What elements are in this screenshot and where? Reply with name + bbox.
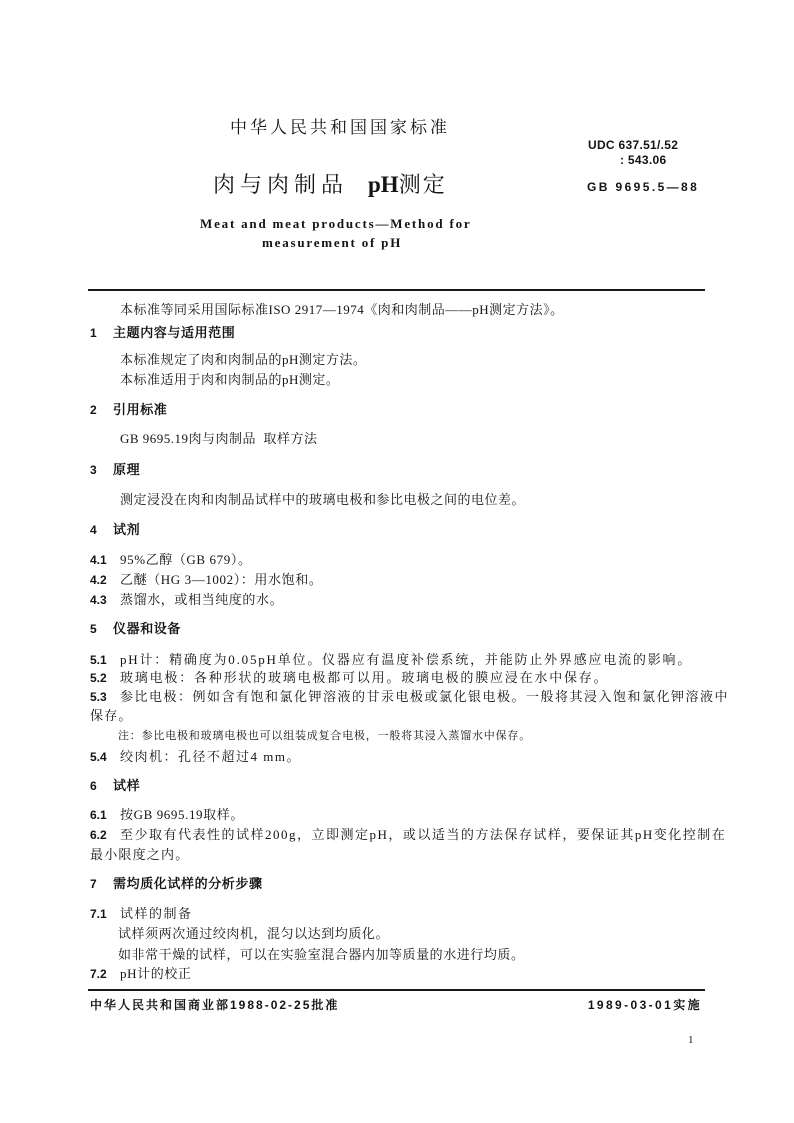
clause-text: 按GB 9695.19取样。 <box>120 807 244 822</box>
standard-code: GB 9695.5—88 <box>587 180 700 194</box>
clause-number: 4.2 <box>90 573 107 587</box>
clause-5-3-continuation: 保存。 <box>90 708 133 723</box>
effective-date: 1989-03-01实施 <box>587 998 702 1012</box>
section-7-heading <box>90 875 263 893</box>
clause-text: 至少取有代表性的试样200g，立即测定pH，或以适当的方法保存试样，要保证其pH变化控制在 <box>120 827 727 842</box>
section-title: 试剂 <box>113 522 141 537</box>
clause-text: 蒸馏水，或相当纯度的水。 <box>120 592 284 607</box>
clause-6-1 <box>90 806 244 824</box>
section-5-heading <box>90 620 181 638</box>
clause-4-1 <box>90 551 252 569</box>
clause-7-1-paragraph: 如非常干燥的试样，可以在实验室混合器内加等质量的水进行均质。 <box>118 947 525 962</box>
section-number: 1 <box>90 326 97 340</box>
section-number: 3 <box>90 463 97 477</box>
clause-text: 参比电极：例如含有饱和氯化钾溶液的甘汞电极或氯化银电极。一般将其浸入饱和氯化钾溶液中 <box>120 689 730 704</box>
section-2-paragraph: GB 9695.19肉与肉制品 取样方法 <box>120 431 318 446</box>
section-title: 试样 <box>113 778 141 793</box>
clause-5-3-note: 注：参比电极和玻璃电极也可以组装成复合电极，一般将其浸入蒸馏水中保存。 <box>118 730 531 742</box>
clause-5-3 <box>90 688 729 706</box>
clause-6-2 <box>90 826 726 844</box>
clause-4-2 <box>90 571 322 589</box>
clause-number: 5.4 <box>90 750 107 764</box>
english-title-line1: Meat and meat products—Method for <box>200 216 472 231</box>
clause-5-4 <box>90 748 301 766</box>
clause-text: pH计的校正 <box>120 966 192 981</box>
clause-number: 4.3 <box>90 593 107 607</box>
section-title: 原理 <box>113 462 141 477</box>
clause-5-2 <box>90 669 608 687</box>
section-2-heading <box>90 401 167 419</box>
section-number: 4 <box>90 523 97 537</box>
standard-type-heading: 中华人民共和国国家标准 <box>230 118 450 137</box>
section-number: 6 <box>90 779 97 793</box>
clause-number: 6.2 <box>90 828 107 842</box>
section-title: 引用标准 <box>113 402 168 417</box>
section-1-paragraph: 本标准适用于肉和肉制品的pH测定。 <box>120 372 340 387</box>
section-title: 仪器和设备 <box>113 621 182 636</box>
clause-number: 5.1 <box>90 653 107 667</box>
clause-text: pH计：精确度为0.05pH单位。仪器应有温度补偿系统，并能防止外界感应电流的影响。 <box>120 652 693 667</box>
clause-number: 6.1 <box>90 808 107 822</box>
page-number: 1 <box>688 1034 694 1046</box>
section-number: 5 <box>90 622 97 636</box>
section-1-heading <box>90 324 235 342</box>
section-number: 7 <box>90 877 97 891</box>
footer-divider <box>88 989 705 991</box>
title-subject: 肉与肉制品 <box>213 172 349 197</box>
clause-4-3 <box>90 591 283 609</box>
clause-6-2-continuation: 最小限度之内。 <box>90 847 190 862</box>
clause-number: 5.2 <box>90 671 107 685</box>
clause-number: 7.2 <box>90 967 107 981</box>
title-measurement: 测定 <box>398 172 447 197</box>
clause-text: 试样的制备 <box>120 906 193 921</box>
udc-classification: UDC 637.51/.52 <box>588 138 679 152</box>
section-title: 需均质化试样的分析步骤 <box>113 876 263 891</box>
section-3-heading <box>90 461 140 479</box>
english-title-line2: measurement of pH <box>262 235 403 250</box>
header-divider <box>88 289 705 291</box>
section-6-heading <box>90 777 140 795</box>
clause-text: 乙醚（HG 3—1002）：用水饱和。 <box>120 572 323 587</box>
section-3-paragraph: 测定浸没在肉和肉制品试样中的玻璃电极和参比电极之间的电位差。 <box>120 492 526 507</box>
clause-text: 绞肉机：孔径不超过4 mm。 <box>120 749 301 764</box>
approval-line: 中华人民共和国商业部1988-02-25批准 <box>90 998 340 1012</box>
clause-7-1-paragraph: 试样须两次通过绞肉机，混匀以达到均质化。 <box>118 926 390 941</box>
clause-number: 7.1 <box>90 907 107 921</box>
clause-text: 玻璃电极：各种形状的玻璃电极都可以用。玻璃电极的膜应浸在水中保存。 <box>120 670 609 685</box>
clause-number: 4.1 <box>90 553 107 567</box>
clause-7-1 <box>90 905 193 923</box>
clause-number: 5.3 <box>90 690 107 704</box>
document-title <box>213 171 447 199</box>
section-1-paragraph: 本标准规定了肉和肉制品的pH测定方法。 <box>120 352 367 367</box>
clause-5-1 <box>90 651 692 669</box>
section-number: 2 <box>90 403 97 417</box>
section-4-heading <box>90 521 140 539</box>
intro-paragraph: 本标准等同采用国际标准ISO 2917—1974《肉和肉制品——pH测定方法》。 <box>120 302 564 317</box>
clause-text: 95%乙醇（GB 679）。 <box>120 552 252 567</box>
title-ph: pH <box>368 172 399 197</box>
section-title: 主题内容与适用范围 <box>113 325 236 340</box>
udc-classification-continued: : 543.06 <box>620 153 667 167</box>
clause-7-2 <box>90 965 192 983</box>
